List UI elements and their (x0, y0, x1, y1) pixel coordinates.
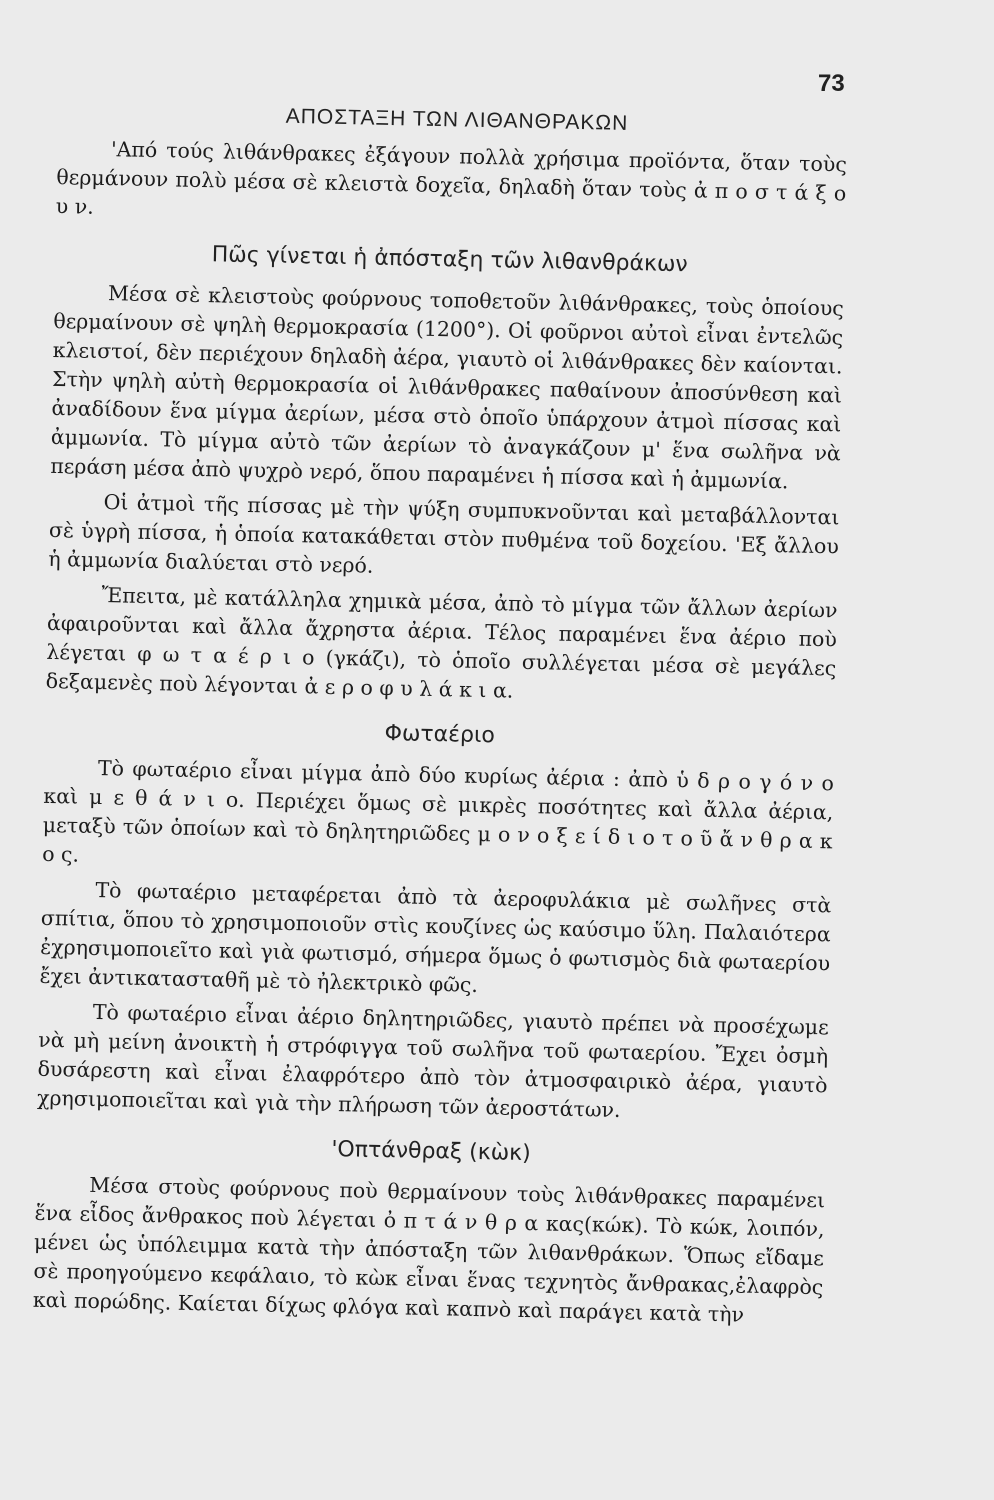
intro-paragraph: 'Από τούς λιθάνθρακες ἐξάγουν πολλὰ χρήσιμα προϊόντα, ὅταν τοὺς θερμάνουν πολὺ μέσα σὲ κλειστὰ δοχεῖα, δηλαδὴ ὅταν τοὺς ἀ π ο σ τ ά ξ ο υ ν. (55, 137, 848, 219)
process-paragraph-3: Ἔπειτα, μὲ κατάλληλα χημικὰ μέσα, ἀπὸ τὸ μίγμα τῶν ἄλλων ἀερίων ἀφαιροῦνται καὶ ἄλλα ἄχρηστα ἀέρια. Τέλος παραμένει ἕνα ἀέριο ποὺ λέγεται φ ω τ α έ ρ ι ο (γκάζι), τὸ ὁποῖο συλλέγεται μέσα σὲ μεγάλες δεξαμενὲς ποὺ λέγονται ἀ ε ρ ο φ υ λ ά κ ι α. (45, 583, 838, 703)
process-paragraph-1: Μέσα σὲ κλειστοὺς φούρνους τοποθετοῦν λιθάνθρακες, τοὺς ὁποίους θερμαίνουν σὲ ψηλὴ θερμοκρασία (1200°). Οἱ φοῦρνοι αὐτοὶ εἶναι ἐντελῶς κλειστοί, δὲν περιέχουν δηλαδὴ ἀέρα, γιαυτὸ οἱ λιθάνθρακες δὲν καίονται. Στὴν ψηλὴ αὐτὴ θερμοκρασία οἱ λιθάνθρακες παθαίνουν ἀποσύνθεση καὶ ἀναδίδουν ἕνα μίγμα ἀερίων, μέσα στὸ ὁποῖο ὑπάρχουν ἀτμοὶ πίσσας καὶ ἀμμωνία. Τὸ μίγμα αὐτὸ τῶν ἀερίων τὸ ἀναγκάζουν μ' ἕνα σωλῆνα νὰ περάση μέσα ἀπὸ ψυχρὸ νερό, ὅπου παραμένει ἡ πίσσα καὶ ἡ ἀμμωνία. (50, 281, 845, 494)
text-block (32, 100, 847, 1337)
section-heading-gas: Φωταέριο (384, 720, 496, 749)
section-heading-coke: 'Οπτάνθραξ (κὼκ) (331, 1136, 531, 1167)
page-number: 73 (818, 70, 845, 97)
section-heading-process: Πῶς γίνεται ἡ ἀπόσταξη τῶν λιθανθράκων (211, 242, 688, 278)
chapter-title: ΑΠΟΣΤΑΞΗ ΤΩΝ ΛΙΘΑΝΘΡΑΚΩΝ (285, 104, 629, 135)
gas-paragraph-3: Τὸ φωταέριο εἶναι ἀέριο δηλητηριῶδες, γιαυτὸ πρέπει νὰ προσέχωμε νὰ μὴ μείνη ἀνοικτὴ ἡ στρόφιγγα τοῦ σωλῆνα τοῦ φωταερίου. Ἔχει ὀσμὴ δυσάρεστη καὶ εἶναι ἐλαφρότερο ἀπὸ τὸν ἀτμοσφαιρικὸ ἀέρα, γιαυτὸ χρησιμοποιεῖται καὶ γιὰ τὴν πλήρωση τῶν ἀεροστάτων. (36, 999, 829, 1123)
gas-paragraph-1: Τὸ φωταέριο εἶναι μίγμα ἀπὸ δύο κυρίως ἀέρια : ἀπὸ ὑ δ ρ ο γ ό ν ο καὶ μ ε θ ά ν ι ο. Περιέχει ὅμως σὲ μικρὲς ποσότητες καὶ ἄλλα ἀέρια, μεταξὺ τῶν ὁποίων καὶ τὸ δηλητηριῶδες μ ο ν ο ξ ε ί δ ι ο τ ο ῦ ἄ ν θ ρ α κ ο ς. (41, 755, 835, 867)
process-paragraph-2: Οἱ ἀτμοὶ τῆς πίσσας μὲ τὴν ψύξη συμπυκνοῦνται καὶ μεταβάλλονται σὲ ὑγρὴ πίσσα, ἡ ὁποία κατακάθεται στὸν πυθμένα τοῦ δοχείου. 'Εξ ἄλλου ἡ ἀμμωνία διαλύεται στὸ νερό. (48, 490, 840, 578)
coke-paragraph-1: Μέσα στοὺς φούρνους ποὺ θερμαίνουν τοὺς λιθάνθρακες παραμένει ἕνα εἶδος ἄνθρακος ποὺ λέγεται ὀ π τ ά ν θ ρ α κας(κώκ). Τὸ κώκ, λοιπόν, μένει ὡς ὑπόλειμμα κατὰ τὴν ἀπόσταξη τῶν λιθανθράκων. Ὅπως εἴδαμε σὲ προηγούμενο κεφάλαιο, τὸ κὼκ εἶναι ἕνας τεχνητὸς ἄνθρακας,ἐλαφρὸς καὶ πορώδης. Καίεται δίχως φλόγα καὶ καπνὸ καὶ παράγει κατὰ τὴν (32, 1172, 826, 1327)
gas-paragraph-2: Τὸ φωταέριο μεταφέρεται ἀπὸ τὰ ἀεροφυλάκια μὲ σωλῆνες στὰ σπίτια, ὅπου τὸ χρησιμοποιοῦν στὶς κουζίνες ὡς καύσιμο ὕλη. Παλαιότερα ἐχρησιμοποιεῖτο καὶ γιὰ φωτισμό, σήμερα ὅμως ὁ φωτισμὸς διὰ φωταερίου ἔχει ἀντικατασταθῆ μὲ τὸ ἠλεκτρικὸ φῶς. (39, 877, 832, 997)
